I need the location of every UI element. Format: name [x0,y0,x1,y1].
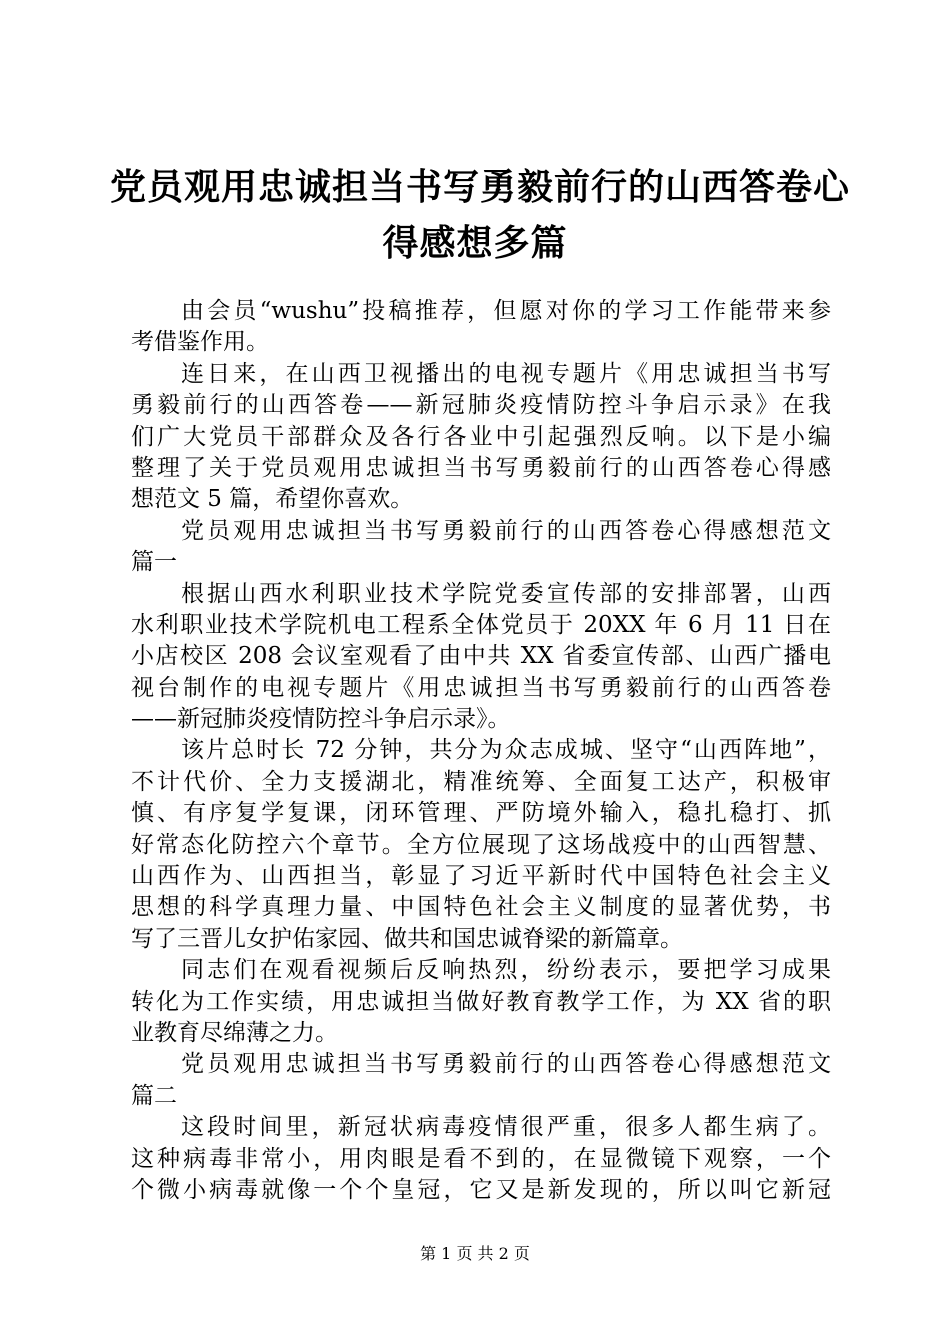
body-line: 勇毅前行的山西答卷——新冠肺炎疫情防控斗争启示录》在我 [131,392,831,419]
body-line: 写了三晋儿女护佑家园、做共和国忠诚脊梁的新篇章。 [131,925,683,952]
body-line: 这段时间里，新冠状病毒疫情很严重，很多人都生病了。 [181,1114,831,1141]
body-line: 好常态化防控六个章节。全方位展现了这场战疫中的山西智慧、 [131,831,831,858]
body-line: 该片总时长 72 分钟，共分为众志成城、坚守“山西阵地”， [181,737,831,764]
page-footer: 第 1 页 共 2 页 [420,1244,530,1263]
body-line: 党员观用忠诚担当书写勇毅前行的山西答卷心得感想范文 [181,517,831,544]
body-line: 水利职业技术学院机电工程系全体党员于 20XX 年 6 月 11 日在 [131,611,831,638]
body-line: 篇一 [131,549,177,576]
body-line: 视台制作的电视专题片《用忠诚担当书写勇毅前行的山西答卷 [131,674,831,701]
body-line: 转化为工作实绩，用忠诚担当做好教育教学工作，为 XX 省的职 [131,988,831,1015]
body-line: 连日来，在山西卫视播出的电视专题片《用忠诚担当书写 [181,360,831,387]
body-line: 考借鉴作用。 [131,329,269,356]
title-line-2: 得感想多篇 [382,223,568,264]
document-title [110,160,851,272]
body-line: 想范文 5 篇，希望你喜欢。 [131,486,414,513]
body-line: 篇二 [131,1082,177,1109]
body-line: 党员观用忠诚担当书写勇毅前行的山西答卷心得感想范文 [181,1051,831,1078]
body-line: 同志们在观看视频后反响热烈，纷纷表示，要把学习成果 [181,957,831,984]
body-line: 思想的科学真理力量、中国特色社会主义制度的显著优势，书 [131,894,831,921]
body-line: ——新冠肺炎疫情防控斗争启示录》。 [131,706,511,733]
body-line: 小店校区 208 会议室观看了由中共 XX 省委宣传部、山西广播电 [131,643,831,670]
body-line: 根据山西水利职业技术学院党委宣传部的安排部署，山西 [181,580,831,607]
body-line: 整理了关于党员观用忠诚担当书写勇毅前行的山西答卷心得感 [131,454,831,481]
body-line: 这种病毒非常小，用肉眼是看不到的，在显微镜下观察，一个 [131,1145,831,1172]
document-body [131,296,831,1206]
body-line: 不计代价、全力支援湖北，精准统筹、全面复工达产，积极审 [131,768,831,795]
body-line: 山西作为、山西担当，彰显了习近平新时代中国特色社会主义 [131,863,831,890]
body-line: 业教育尽绵薄之力。 [131,1019,338,1046]
body-line: 慎、有序复学复课，闭环管理、严防境外输入，稳扎稳打、抓 [131,800,831,827]
title-line-1: 党员观用忠诚担当书写勇毅前行的山西答卷心 [110,167,851,208]
body-line: 由会员“wushu”投稿推荐，但愿对你的学习工作能带来参 [181,298,831,324]
body-line: 个微小病毒就像一个个皇冠，它又是新发现的，所以叫它新冠 [131,1176,831,1203]
body-line: 们广大党员干部群众及各行各业中引起强烈反响。以下是小编 [131,423,831,450]
